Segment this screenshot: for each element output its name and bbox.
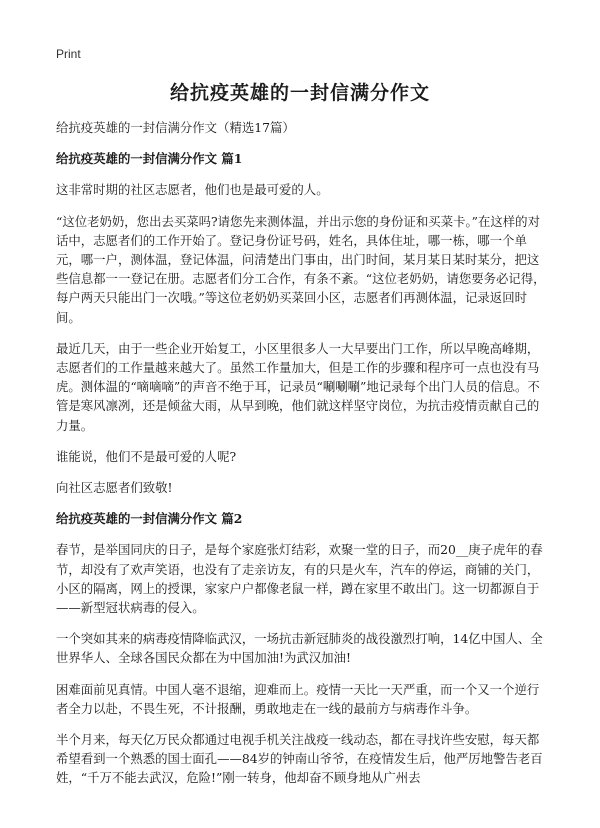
paragraph: “这位老奶奶，您出去买菜吗?请您先来测体温，并出示您的身份证和买菜卡。”在这样的对话中，志愿者们的工作开始了。登记身份证号码，姓名，具体住址，哪一栋，哪一个单元，哪一户，测体温，登记体温，问清楚出门事由，出门时间，某月某日某时某分，把这些信息都一一登记在册。志愿者们分工合作，有条不紊。“这位老奶奶，请您要务必记得，每户两天只能出门一次哦。”等这位老奶奶买菜回小区，志愿者们再测体温，记录返回时间。 <box>56 213 546 325</box>
paragraph: 这非常时期的社区志愿者，他们也是最可爱的人。 <box>56 182 329 198</box>
document-title: 给抗疫英雄的一封信满分作文 <box>169 82 430 104</box>
paragraph: 一个突如其来的病毒疫情降临武汉，一场抗击新冠肺炎的战役激烈打响，14亿中国人、全世界华人、全球各国民众都在为中国加油!为武汉加油! <box>56 631 543 666</box>
paragraph: 向社区志愿者们致敬! <box>56 480 173 496</box>
document-body <box>56 118 548 800</box>
section-heading-1: 给抗疫英雄的一封信满分作文 篇1 <box>56 151 243 167</box>
section-heading-2: 给抗疫英雄的一封信满分作文 篇2 <box>56 511 243 527</box>
document-subtitle: 给抗疫英雄的一封信满分作文（精选17篇） <box>56 120 295 135</box>
paragraph: 半个月来，每天亿万民众都通过电视手机关注战疫一线动态，都在寻找许些安慰，每天都希望看到一个熟悉的国士面孔——84岁的钟南山爷爷，在疫情发生后，他严厉地警告老百姓，“千万不能去武汉，危险!”刚一转身，他却奋不顾身地从广州去 <box>56 732 543 786</box>
print-label[interactable]: Print <box>56 47 81 61</box>
paragraph: 春节，是举国同庆的日子，是每个家庭张灯结彩，欢聚一堂的日子，而20__庚子虎年的春节，却没有了欢声笑语，也没有了走亲访友，有的只是火车，汽车的停运，商铺的关门，小区的隔离，网上的授课，家家户户都像老鼠一样，蹲在家里不敢出门。这一切都源自于——新型冠状病毒的侵入。 <box>56 542 543 616</box>
paragraph: 谁能说，他们不是最可爱的人呢? <box>56 448 237 464</box>
paragraph: 最近几天，由于一些企业开始复工，小区里很多人一大早要出门工作，所以早晚高峰期，志愿者们的工作量越来越大了。虽然工作量加大，但是工作的步骤和程序可一点也没有马虎。测体温的“嘀嘀嘀”的声音不绝于耳，记录员“唰唰唰”地记录每个出门人员的信息。不管是寒风凛冽，还是倾盆大雨，从早到晚，他们就这样坚守岗位，为抗击疫情贡献自己的力量。 <box>56 340 540 433</box>
paragraph: 困难面前见真情。中国人毫不退缩，迎难而上。疫情一天比一天严重，而一个又一个逆行者全力以赴，不畏生死，不计报酬，勇敢地走在一线的最前方与病毒作斗争。 <box>56 681 540 716</box>
